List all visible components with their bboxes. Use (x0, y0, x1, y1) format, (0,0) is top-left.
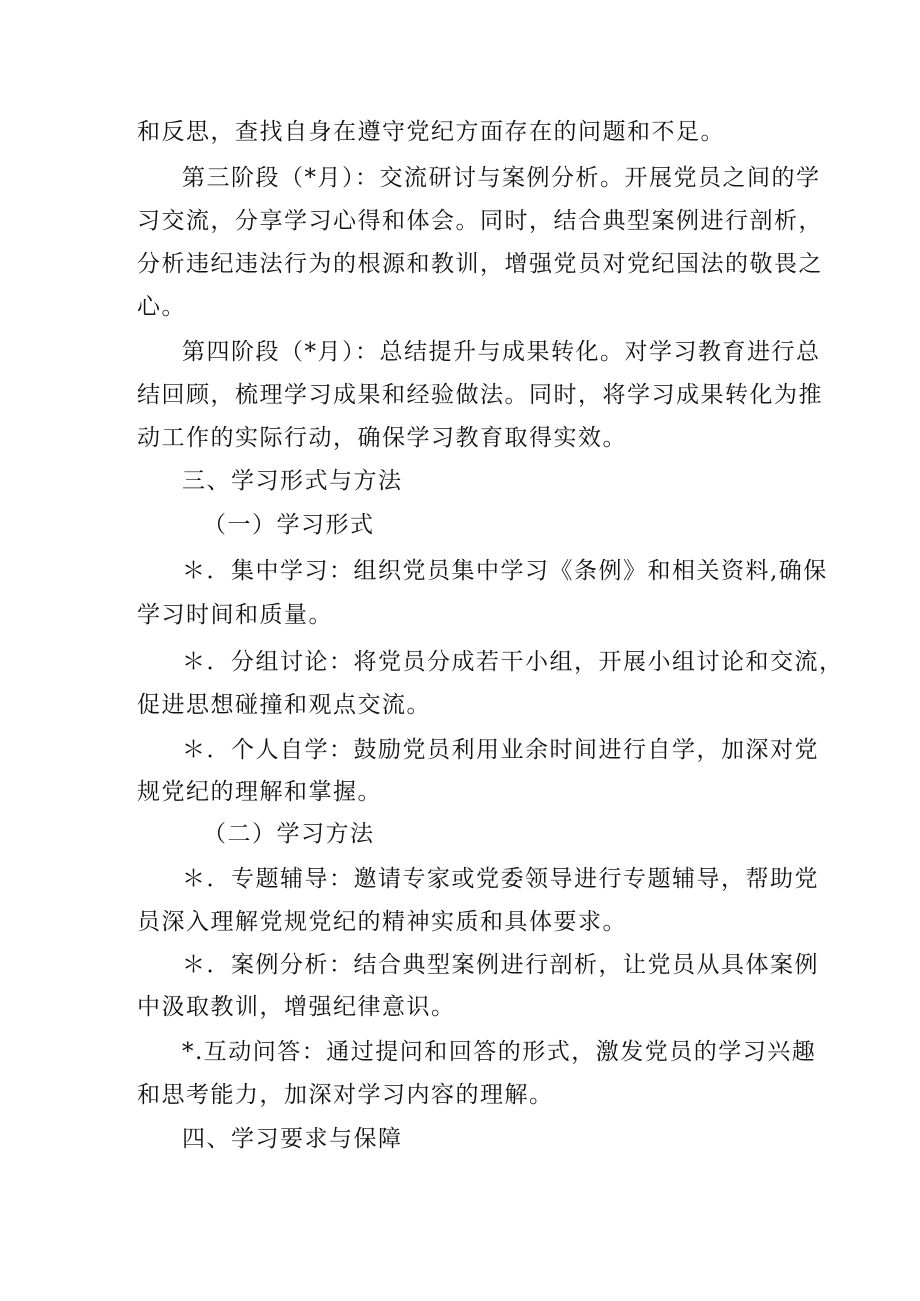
text-line: 分析违纪违法行为的根源和教训，增强党员对党纪国法的敬畏之 (137, 251, 823, 277)
text-line: 动工作的实际行动，确保学习教育取得实效。 (137, 425, 627, 451)
subsection-heading-forms: （一）学习形式 (203, 512, 375, 538)
list-item-self-study: ＊．个人自学：鼓励党员利用业余时间进行自学，加深对党 (182, 737, 819, 763)
text-line: 员深入理解党规党纪的精神实质和具体要求。 (137, 909, 627, 935)
text-line: 促进思想碰撞和观点交流。 (137, 692, 431, 718)
text-line: 和反思，查找自身在遵守党纪方面存在的问题和不足。 (137, 119, 725, 145)
text-line: 习交流，分享学习心得和体会。同时，结合典型案例进行剖析， (137, 208, 823, 234)
text-line: 和思考能力，加深对学习内容的理解。 (137, 1082, 554, 1108)
section-heading-3: 三、学习形式与方法 (182, 468, 403, 494)
list-item-case-analysis: ＊．案例分析：结合典型案例进行剖析，让党员从具体案例 (182, 952, 819, 978)
section-heading-4: 四、学习要求与保障 (182, 1126, 403, 1152)
list-item-centralized-study: ＊．集中学习：组织党员集中学习《条例》和相关资料,确保 (182, 558, 828, 584)
text-line: 结回顾，梳理学习成果和经验做法。同时，将学习成果转化为推 (137, 382, 823, 408)
list-item-group-discussion: ＊．分组讨论：将党员分成若干小组，开展小组讨论和交流， (182, 649, 844, 675)
text-line: 规党纪的理解和掌握。 (137, 779, 382, 805)
list-item-interactive-qa: *.互动问答：通过提问和回答的形式，激发党员的学习兴趣 (182, 1039, 817, 1065)
text-line: 学习时间和质量。 (137, 602, 333, 628)
text-line: 心。 (137, 294, 186, 320)
text-line: 中汲取教训，增强纪律意识。 (137, 994, 456, 1020)
paragraph-stage-four: 第四阶段（*月）：总结提升与成果转化。对学习教育进行总 (182, 339, 821, 365)
paragraph-stage-three: 第三阶段（*月）：交流研讨与案例分析。开展党员之间的学 (182, 165, 821, 191)
subsection-heading-methods: （二）学习方法 (203, 821, 375, 847)
list-item-special-guidance: ＊．专题辅导：邀请专家或党委领导进行专题辅导，帮助党 (182, 866, 819, 892)
